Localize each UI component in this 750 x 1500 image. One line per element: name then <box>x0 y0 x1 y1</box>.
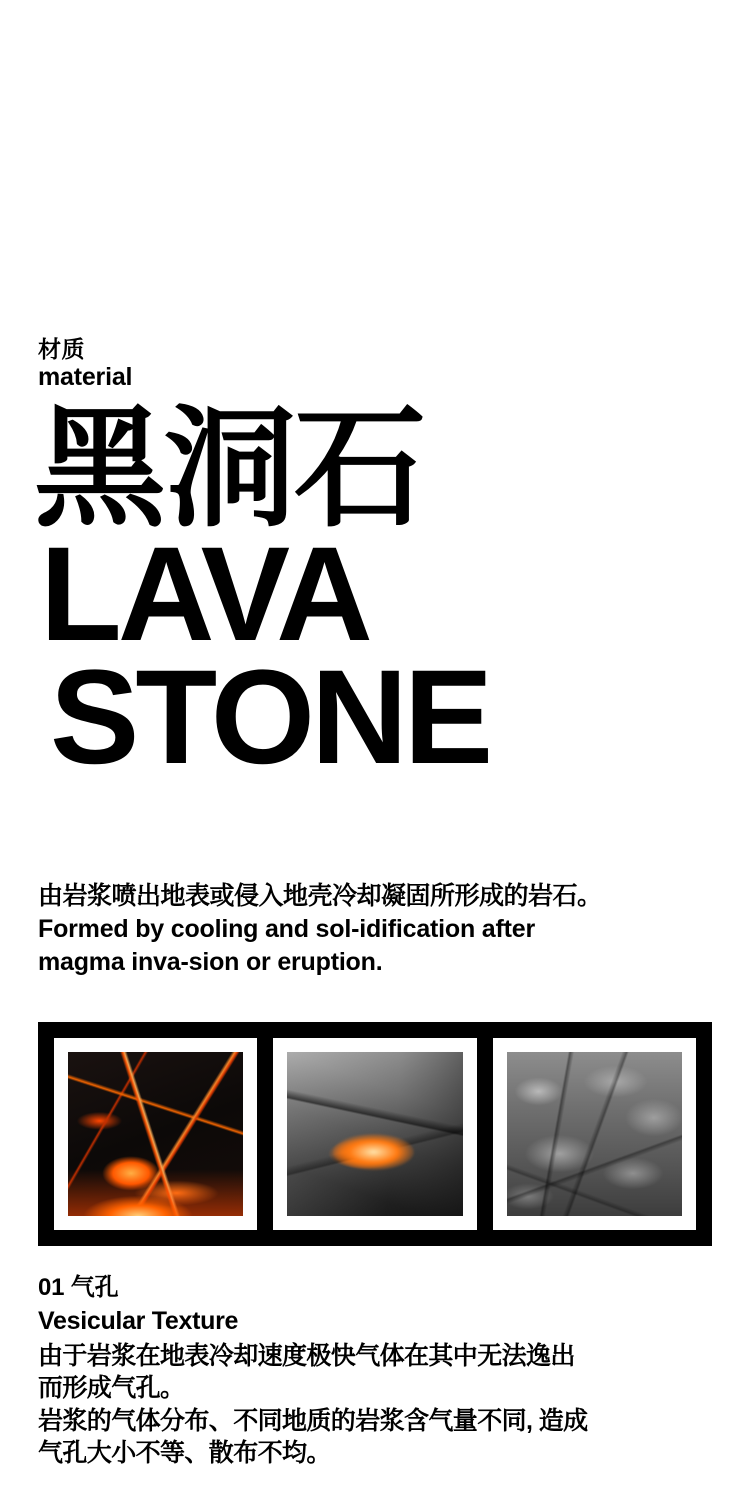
image-gallery-strip <box>38 1022 712 1246</box>
description-chinese: 由岩浆喷出地表或侵入地壳冷却凝固所形成的岩石。 <box>38 882 602 910</box>
lava-crust-photo <box>287 1052 462 1216</box>
title-english-line1: LAVA <box>40 519 369 669</box>
title-chinese: 黑洞石 <box>34 395 424 542</box>
photo-frame-1 <box>54 1038 257 1230</box>
basalt-boulders-photo <box>507 1052 682 1216</box>
caption-body-line4: 气孔大小不等、散布不均。 <box>38 1439 331 1468</box>
caption-title-english: Vesicular Texture <box>38 1307 239 1336</box>
caption-block <box>38 1272 712 1470</box>
caption-body-line2: 而形成气孔。 <box>38 1374 185 1403</box>
caption-body-line3: 岩浆的气体分布、不同地质的岩浆含气量不同, 造成 <box>38 1406 588 1435</box>
photo-frame-3 <box>493 1038 696 1230</box>
page-title <box>34 395 712 792</box>
kicker-block <box>38 336 132 393</box>
description-english-line1: Formed by cooling and sol-idification after <box>38 915 535 943</box>
photo-frame-2 <box>273 1038 476 1230</box>
caption-number-label: 01 气孔 <box>38 1274 119 1301</box>
poster-content <box>34 0 712 1500</box>
description-english-line2: magma inva-sion or eruption. <box>38 948 383 976</box>
kicker-english: material <box>38 363 133 392</box>
caption-body <box>38 1340 712 1470</box>
caption-body-line1: 由于岩浆在地表冷却速度极快气体在其中无法逸出 <box>38 1341 575 1370</box>
kicker-chinese: 材质 <box>38 336 85 362</box>
description-block <box>38 880 712 979</box>
lava-cracks-photo <box>68 1052 243 1216</box>
title-english-line2: STONE <box>50 642 490 792</box>
